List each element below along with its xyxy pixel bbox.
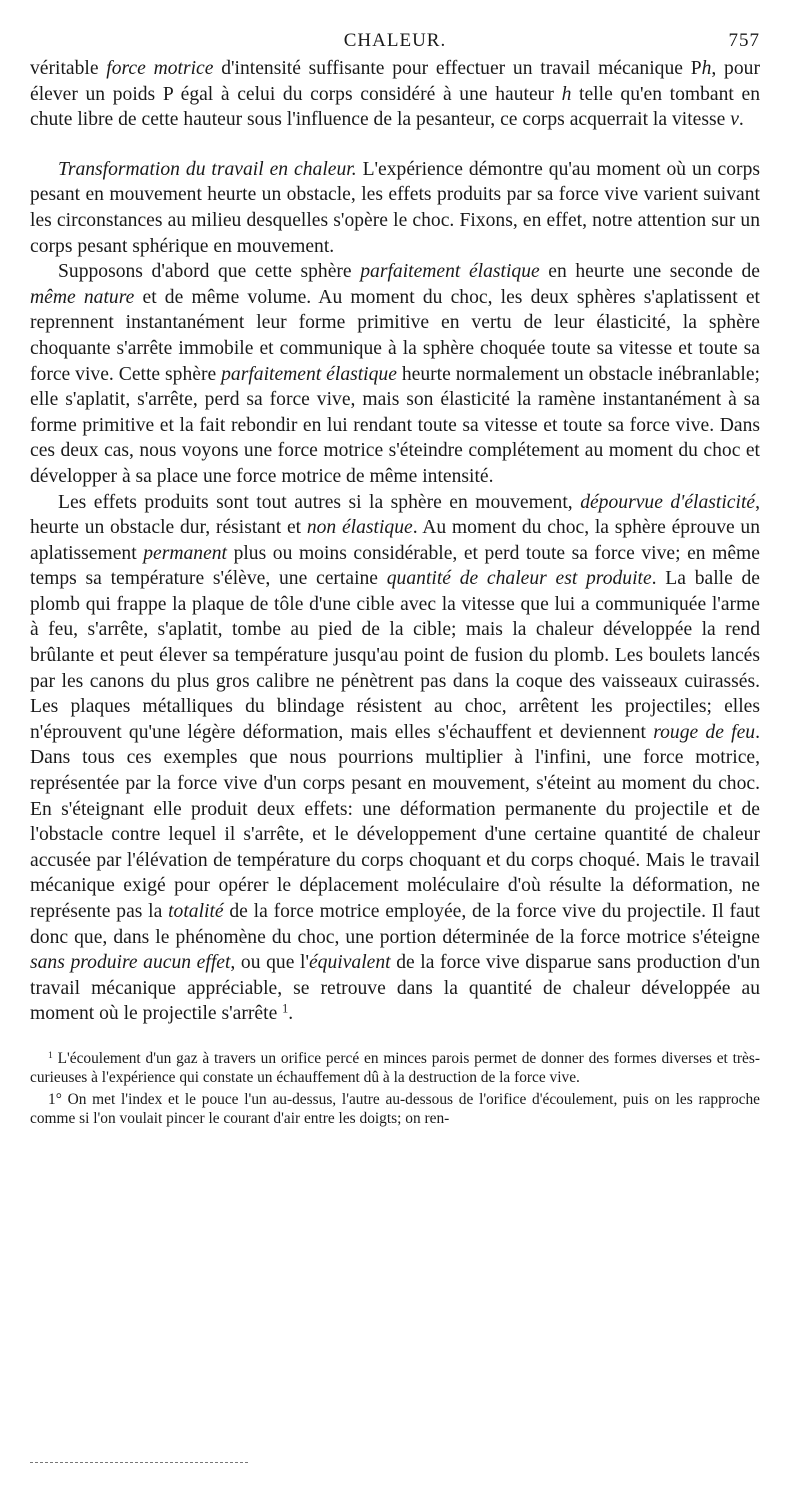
bottom-rule [30,1462,248,1463]
page-number: 757 [728,30,760,51]
paragraph-continuation: véritable force motrice d'intensité suffisante pour effectuer un travail mécanique Ph, pour élever un poids P égal à celui du corps considéré à une hauteur h telle qu'en tombant en chute libre de cette hauteur sous l'influence de la pesanteur, ce corps acquerrait la vitesse v. [30,58,760,131]
running-title: CHALEUR. [343,30,447,51]
footnotes [30,1049,760,1128]
paragraph-inelastic-sphere: Les effets produits sont tout autres si la sphère en mouvement, dépourvue d'élasticité, heurte un obstacle dur, résistant et non élastique. Au moment du choc, la sphère éprouve un aplatissement permanent plus ou moins considérable, et perd toute sa force vive; en même temps sa température s'élève, une certaine quantité de chaleur est produite. La balle de plomb qui frappe la plaque de tôle d'une cible avec la vitesse que lui a communiquée l'arme à feu, s'arrête, s'aplatit, tombe au pied de la cible; mais la chaleur développée la rend brûlante et peut élever sa température jusqu'au point de fusion du plomb. Les boulets lancés par les canons du plus gros calibre ne pénètrent pas dans la coque des vaisseaux cuirassés. Les plaques métalliques du blindage résistent au choc, arrêtent les projectiles; elles n'éprouvent qu'une légère déformation, mais elles s'échauffent et deviennent rouge de feu. Dans tous ces exemples que nous pourrions multiplier à l'infini, une force motrice, représentée par la force vive d'un corps pesant en mouvement, s'éteint au moment du choc. En s'éteignant elle produit deux effets: une déformation permanente du projectile et de l'obstacle contre lequel il s'arrête, et le développement d'une certaine quantité de chaleur accusée par l'élévation de température du corps choquant et du corps choqué. Mais le travail mécanique exigé pour opérer le déplacement moléculaire d'où résulte la déformation, ne représente pas la totalité de la force motrice employée, de la force vive du projectile. Il faut donc que, dans le phénomène du choc, une portion déterminée de la force motrice s'éteigne sans produire aucun effet, ou que l'équivalent de la force vive disparue sans production d'un travail mécanique appréciable, se retrouve dans la quantité de chaleur développée au moment où le projectile s'arrête $^1$. [30,491,761,1025]
paragraph-section-transformation: Transformation du travail en chaleur. L'expérience démontre qu'au moment où un corps pesant en mouvement heurte un obstacle, les effets produits par sa force vive varient suivant les circonstances au milieu desquelles s'opère le choc. Fixons, en effet, notre attention sur un corps pesant sphérique en mouvement. [30,158,760,257]
footnote-1: $^1$ L'écoulement d'un gaz à travers un orifice percé en minces parois permet de donner des formes diverses et très-curieuses à l'expérience qui constate un échauffement dû à la destruction de la force vive. [30,1049,760,1086]
running-head [30,30,760,56]
book-page [30,30,760,1131]
footnote-1-item-1: 1° On met l'index et le pouce l'un au-dessus, l'autre au-dessous de l'orifice d'écoulement, puis on les rapproche comme si l'on voulait pincer le courant d'air entre les doigts; on ren- [30,1090,760,1127]
paragraph-elastic-sphere: Supposons d'abord que cette sphère parfaitement élastique en heurte une seconde de même nature et de même volume. Au moment du choc, les deux sphères s'aplatissent et reprennent instantanément leur forme primitive en vertu de leur élasticité, la sphère choquante s'arrête immobile et communique à la sphère choquée toute sa vitesse et toute sa force vive. Cette sphère parfaitement élastique heurte normalement un obstacle inébranlable; elle s'aplatit, s'arrête, perd sa force vive, mais son élasticité la ramène instantanément à sa forme primitive et la fait rebondir en lui rendant toute sa vitesse et toute sa force vive. Dans ces deux cas, nous voyons une force motrice s'éteindre complétement au moment du choc et développer à sa place une force motrice de même intensité. [30,261,760,487]
body-text [30,56,760,1027]
